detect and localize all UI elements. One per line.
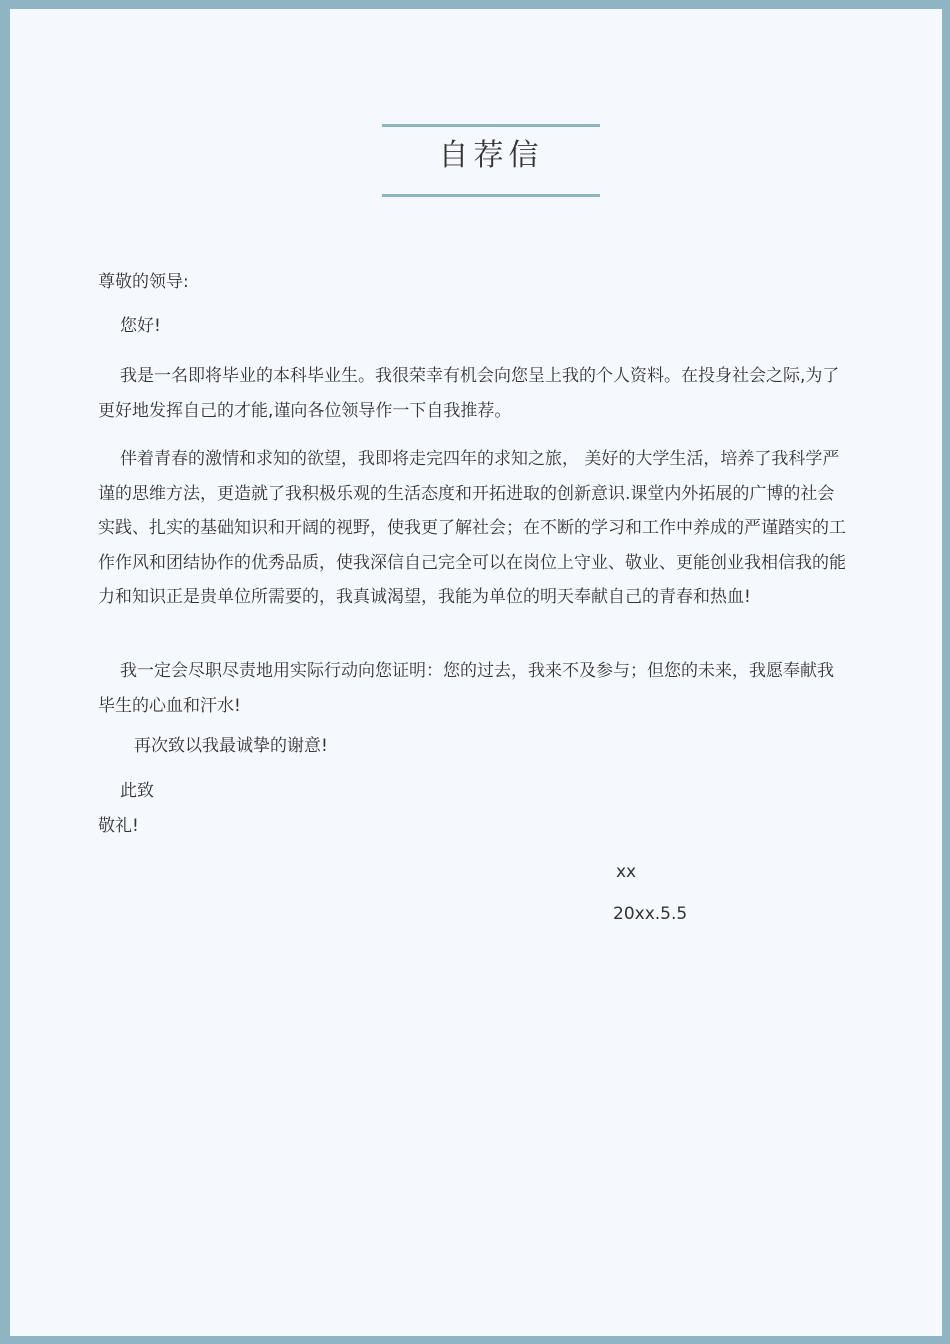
signature-name: xx	[616, 862, 637, 882]
paragraph-intro: 我是一名即将毕业的本科毕业生。我很荣幸有机会向您呈上我的个人资料。在投身社会之际,为了更好地发挥自己的才能,谨向各位领导作一下自我推荐。	[98, 366, 840, 421]
paragraph-experience: 伴着青春的激情和求知的欲望，我即将走完四年的求知之旅， 美好的大学生活，培养了我科学严谨的思维方法，更造就了我积极乐观的生活态度和开拓进取的创新意识.课堂内外拓展的广博的社会实践、扎实的基础知识和开阔的视野，使我更了解社会；在不断的学习和工作中养成的严谨踏实的工作作风和团结协作的优秀品质，使我深信自己完全可以在岗位上守业、敬业、更能创业我相信我的能力和知识正是贵单位所需要的，我真诚渴望，我能为单位的明天奉献自己的青春和热血!	[98, 449, 846, 607]
letter-page	[10, 9, 942, 1336]
paragraph-commitment: 我一定会尽职尽责地用实际行动向您证明：您的过去，我来不及参与；但您的未来，我愿奉献我毕生的心血和汗水!	[98, 661, 834, 716]
thanks-line: 再次致以我最诚挚的谢意!	[134, 736, 328, 756]
title-top-rule	[382, 124, 600, 127]
page-title: 自荐信	[438, 138, 544, 173]
greeting: 您好!	[120, 316, 161, 336]
title-block	[382, 124, 600, 199]
closing-line-1: 此致	[120, 781, 154, 801]
closing-line-2: 敬礼!	[98, 816, 139, 836]
title-bottom-rule	[382, 194, 600, 197]
signature-date: 20xx.5.5	[613, 904, 688, 924]
salutation: 尊敬的领导:	[98, 272, 189, 292]
